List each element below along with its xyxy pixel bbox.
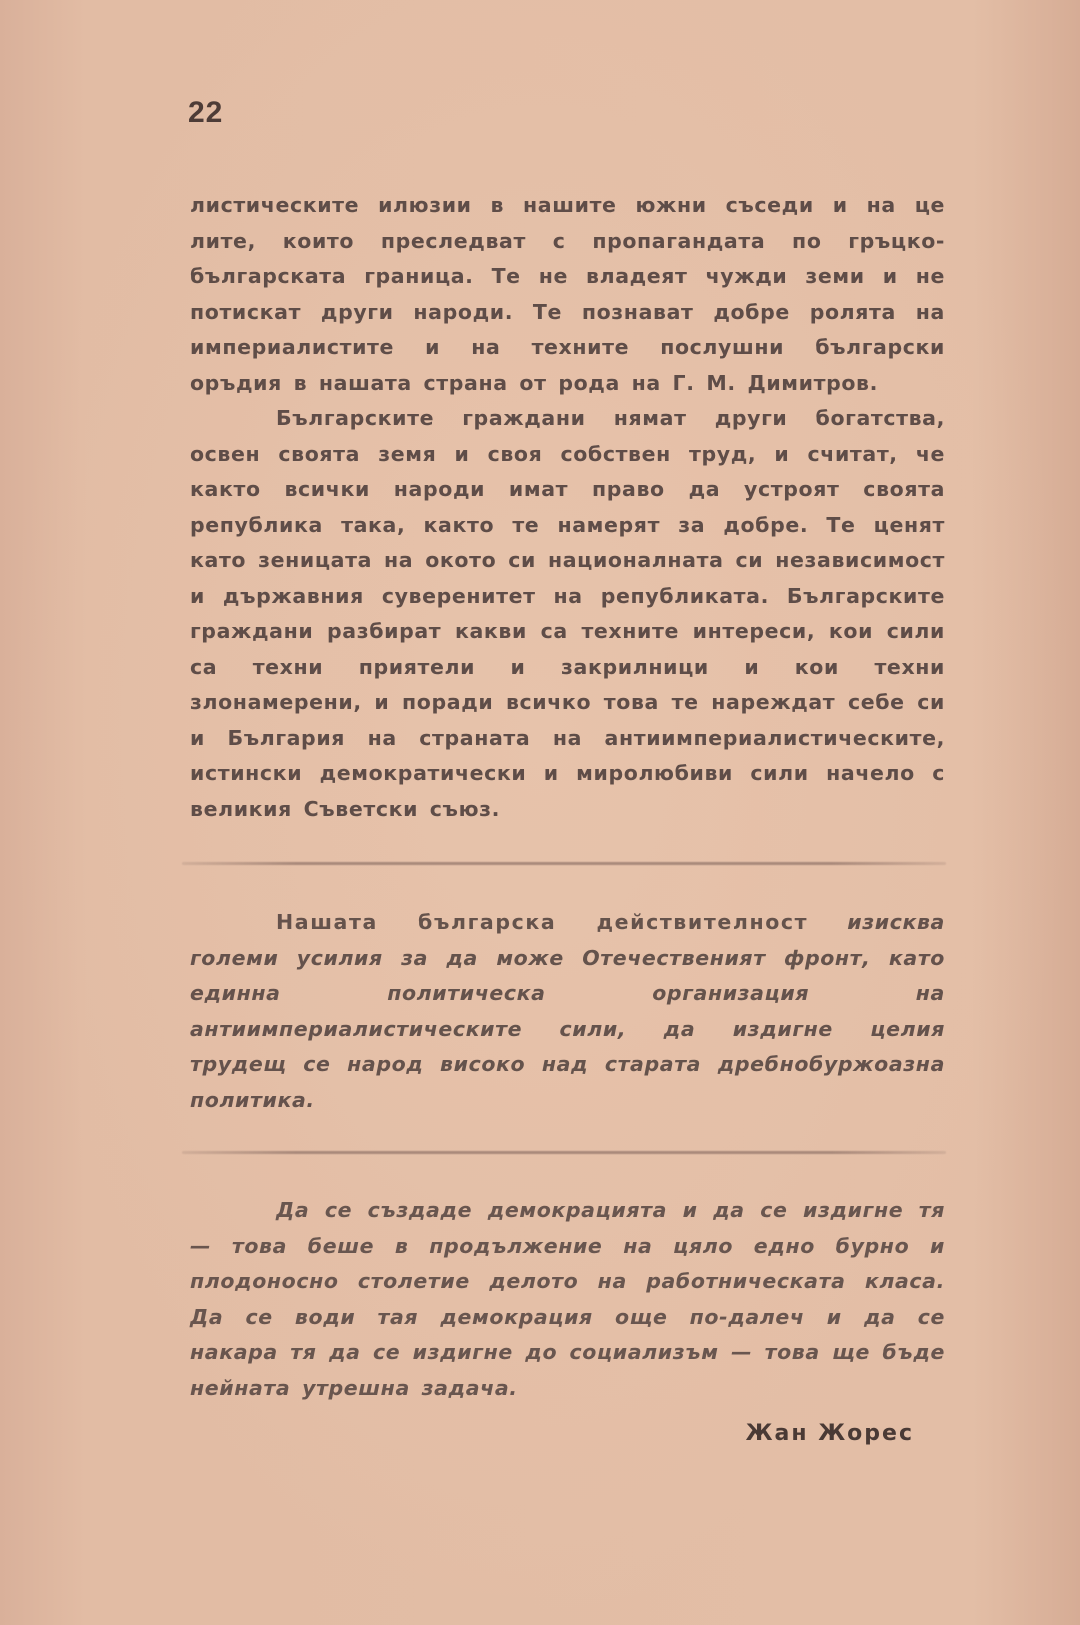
- epigraph-block: [190, 1193, 945, 1406]
- main-paragraph: листическите илюзии в нашите южни съседи и на це лите, които преследват с пропагандата по гръцко-българската граница. Те не владеят чужди земи и не потискат други народи. Те познават добре ролята на империалистите и на техните послушни български оръдия в нашата страна от рода на Г. М. Димитров.: [190, 193, 945, 395]
- section-divider: [182, 1151, 946, 1154]
- main-text-block: [190, 188, 945, 827]
- main-paragraph: Българските граждани нямат други богатства, освен своята земя и своя собствен труд, и считат, че както всички народи имат право да устроят своята република така, както те намерят за добре. Те ценят като зеницата на окото си националната си независимост и държавния суверенитет на републиката. Българските граждани разбират какви са техните интереси, кои сили са техни приятели и закрилници и кои техни злонамерени, и поради всичко това те нареждат себе си и България на страната на антиимпериалистическите, истински демократически и миролюбиви сили начело с великия Съветски съюз.: [190, 406, 945, 821]
- page-number: 22: [188, 96, 224, 129]
- epigraph-text: Да се създаде демокрацията и да се издигне тя — това беше в продължение на цяло едно бурно и плодоносно столетие делото на работническата класа. Да се води тая демокрация още по-далеч и да се накара тя да се издигне до социализъм — това ще бъде нейната утрешна задача.: [190, 1198, 945, 1400]
- quote-block: [190, 905, 945, 1118]
- section-divider: [182, 862, 946, 865]
- quote-lead-text: Нашата българска действителност: [276, 910, 809, 934]
- epigraph-author: Жан Жорес: [745, 1421, 914, 1446]
- quote-paragraph: [190, 905, 945, 1118]
- quote-text: изисква големи усилия за да може Отечественият фронт, като единна политическа организация на антиимпериалистическите сили, да издигне целия трудещ се народ високо над старата дребнобуржоазна политика.: [190, 910, 945, 1112]
